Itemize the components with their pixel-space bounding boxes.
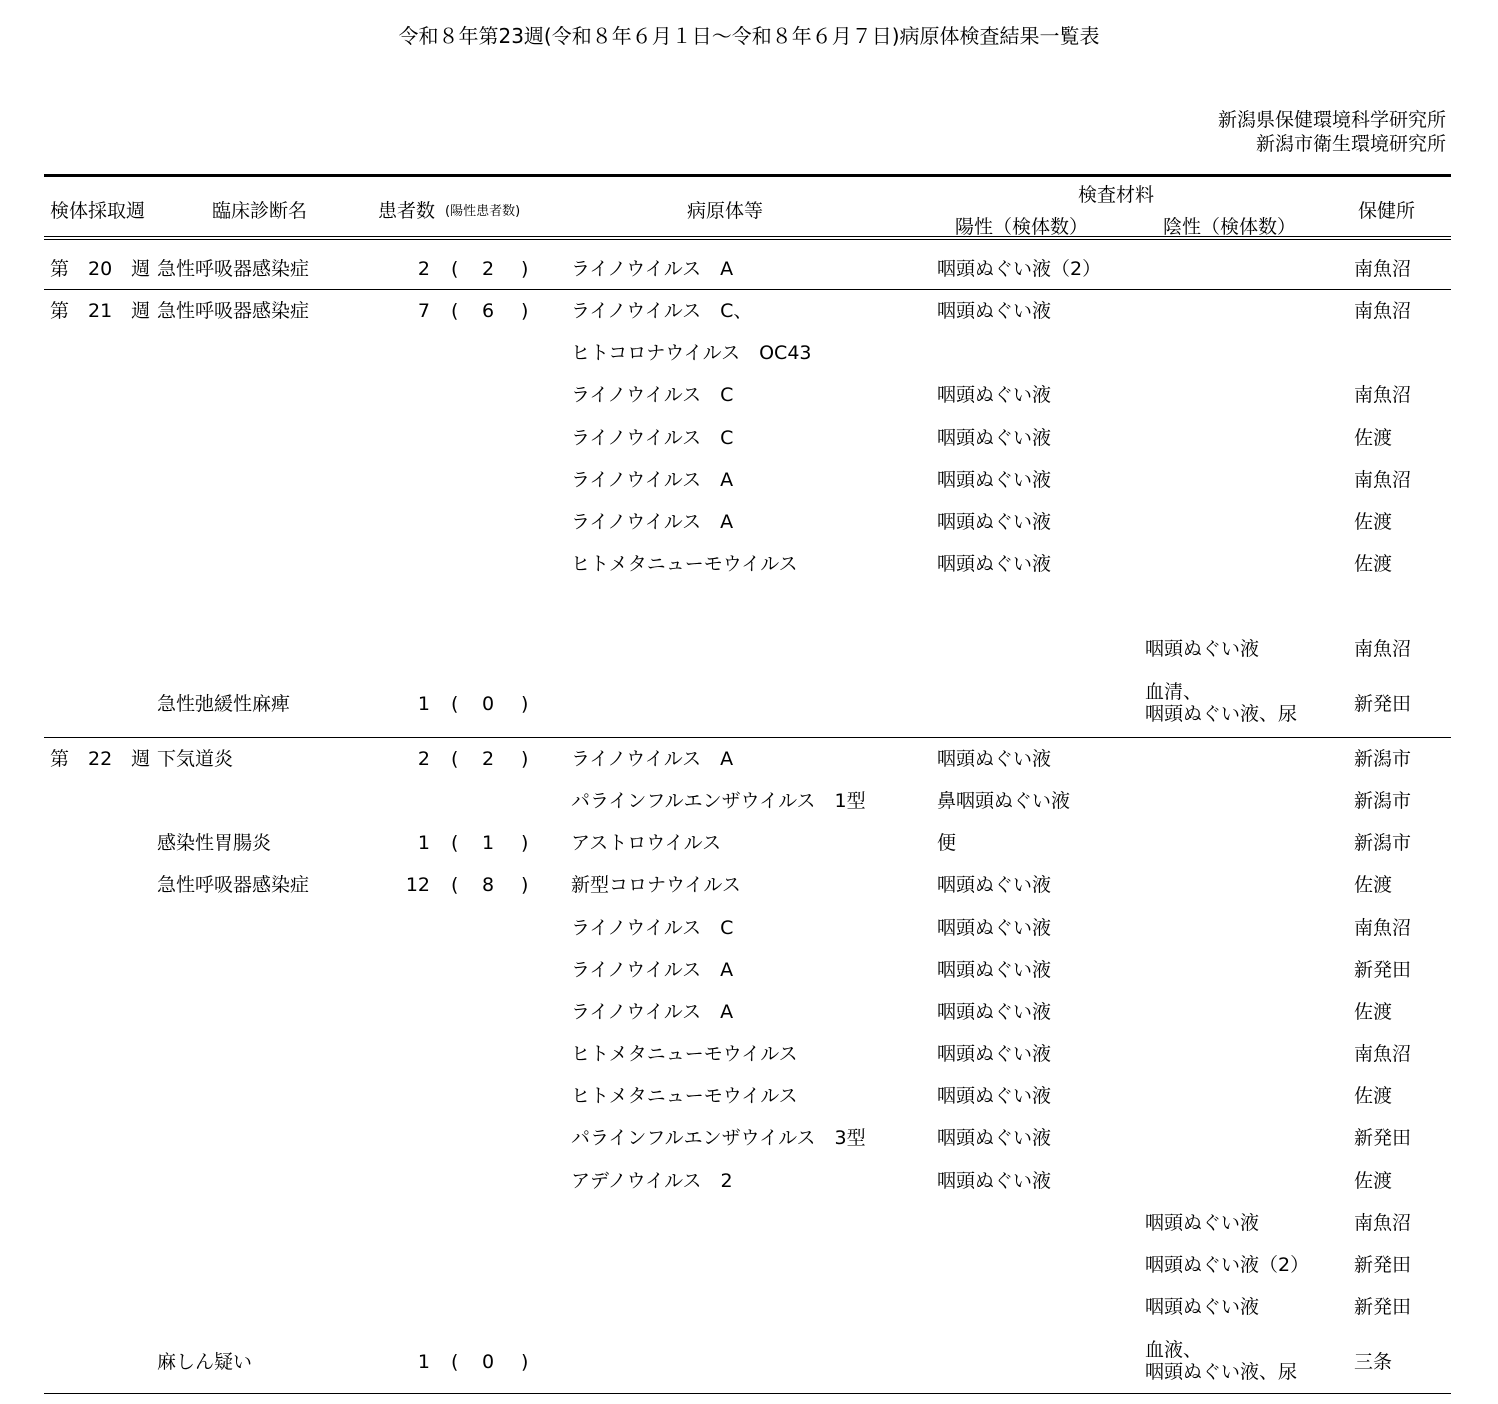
pathogen-cell: ライノウイルス C [571,427,734,449]
health-office-cell: 三条 [1354,1351,1393,1373]
positive-material-cell: 咽頭ぬぐい液 [937,748,1052,770]
health-office-cell: 佐渡 [1354,511,1393,533]
pathogen-cell: ライノウイルス A [571,469,734,491]
positive-count-cell: 2 [481,258,495,280]
pathogen-cell: アストロウイルス [571,832,722,854]
paren-open: ( [451,258,459,280]
patient-count-cell: 2 [417,748,430,770]
positive-material-cell: 咽頭ぬぐい液 [937,1043,1052,1065]
health-office-cell: 佐渡 [1354,1170,1393,1192]
diagnosis-cell: 急性呼吸器感染症 [157,874,310,896]
diagnosis-cell: 麻しん疑い [157,1351,253,1373]
paren-close: ) [521,258,529,280]
pathogen-cell: ライノウイルス A [571,748,734,770]
positive-material-cell: 咽頭ぬぐい液 [937,469,1052,491]
header-positive: 陽性（検体数） [955,216,1089,238]
patient-count-cell: 12 [405,874,430,896]
paren-close: ) [521,300,529,322]
paren-open: ( [451,1351,459,1373]
pathogen-cell: パラインフルエンザウイルス 3型 [571,1127,866,1149]
health-office-cell: 南魚沼 [1354,917,1412,939]
week-cell: 第 21 週 [50,300,151,322]
positive-count-cell: 0 [481,693,495,715]
health-office-cell: 新潟市 [1354,748,1412,770]
health-office-cell: 南魚沼 [1354,638,1412,660]
positive-material-cell: 咽頭ぬぐい液 [937,1001,1052,1023]
positive-material-cell: 便 [937,832,957,854]
header-pathogen: 病原体等 [687,200,764,222]
positive-count-cell: 2 [481,748,495,770]
positive-count-cell: 6 [481,300,495,322]
negative-material-cell: 血清、 咽頭ぬぐい液、尿 [1145,681,1298,725]
header-patients-note: (陽性患者数) [445,204,521,219]
pathogen-cell: ヒトコロナウイルス OC43 [571,342,812,364]
positive-material-cell: 咽頭ぬぐい液 [937,384,1052,406]
positive-material-cell: 咽頭ぬぐい液 [937,427,1052,449]
positive-count-cell: 8 [481,874,495,896]
positive-material-cell: 咽頭ぬぐい液 [937,917,1052,939]
pathogen-cell: ヒトメタニューモウイルス [571,1043,798,1065]
paren-open: ( [451,300,459,322]
pathogen-cell: ライノウイルス A [571,1001,734,1023]
negative-material-cell: 咽頭ぬぐい液（2） [1145,1254,1310,1276]
header-diagnosis: 臨床診断名 [212,200,308,222]
health-office-cell: 佐渡 [1354,1085,1393,1107]
patient-count-cell: 7 [417,300,430,322]
positive-material-cell: 咽頭ぬぐい液 [937,300,1052,322]
paren-close: ) [521,748,529,770]
week-cell: 第 22 週 [50,748,151,770]
negative-material-cell: 咽頭ぬぐい液 [1145,1212,1260,1234]
negative-material-cell: 血液、 咽頭ぬぐい液、尿 [1145,1339,1298,1383]
pathogen-cell: 新型コロナウイルス [571,874,741,896]
week-cell: 第 20 週 [50,258,151,280]
health-office-cell: 佐渡 [1354,1001,1393,1023]
org-name-2: 新潟市衛生環境研究所 [1255,133,1446,155]
header-office: 保健所 [1358,200,1416,222]
pathogen-cell: アデノウイルス 2 [571,1170,733,1192]
diagnosis-cell: 感染性胃腸炎 [157,832,272,854]
positive-material-cell: 咽頭ぬぐい液 [937,959,1052,981]
health-office-cell: 新発田 [1354,959,1412,981]
health-office-cell: 南魚沼 [1354,1043,1412,1065]
diagnosis-cell: 急性呼吸器感染症 [157,300,310,322]
positive-material-cell: 咽頭ぬぐい液 [937,553,1052,575]
page-title: 令和８年第23週(令和８年６月１日～令和８年６月７日)病原体検査結果一覧表 [398,24,1100,48]
diagnosis-cell: 急性弛緩性麻痺 [157,693,291,715]
pathogen-cell: ヒトメタニューモウイルス [571,1085,798,1107]
paren-close: ) [521,874,529,896]
health-office-cell: 佐渡 [1354,874,1393,896]
patient-count-cell: 1 [417,832,430,854]
paren-open: ( [451,693,459,715]
health-office-cell: 南魚沼 [1354,300,1412,322]
positive-material-cell: 咽頭ぬぐい液 [937,511,1052,533]
positive-material-cell: 咽頭ぬぐい液 [937,1170,1052,1192]
patient-count-cell: 1 [417,693,430,715]
paren-open: ( [451,874,459,896]
pathogen-cell: ヒトメタニューモウイルス [571,553,798,575]
positive-material-cell: 咽頭ぬぐい液 [937,1085,1052,1107]
paren-open: ( [451,832,459,854]
paren-close: ) [521,832,529,854]
health-office-cell: 新発田 [1354,1254,1412,1276]
patient-count-cell: 2 [417,258,430,280]
health-office-cell: 新発田 [1354,1127,1412,1149]
diagnosis-cell: 急性呼吸器感染症 [157,258,310,280]
negative-material-cell: 咽頭ぬぐい液 [1145,638,1260,660]
negative-material-cell: 咽頭ぬぐい液 [1145,1296,1260,1318]
header-week: 検体採取週 [50,200,146,222]
header-negative: 陰性（検体数） [1163,216,1297,238]
pathogen-cell: ライノウイルス A [571,511,734,533]
pathogen-cell: ライノウイルス A [571,959,734,981]
pathogen-cell: パラインフルエンザウイルス 1型 [571,790,866,812]
paren-close: ) [521,693,529,715]
health-office-cell: 佐渡 [1354,427,1393,449]
positive-material-cell: 鼻咽頭ぬぐい液 [937,790,1071,812]
pathogen-cell: ライノウイルス C [571,917,734,939]
header-patients: 患者数 [378,200,436,222]
health-office-cell: 新潟市 [1354,790,1412,812]
health-office-cell: 南魚沼 [1354,469,1412,491]
positive-count-cell: 0 [481,1351,495,1373]
positive-count-cell: 1 [481,832,495,854]
positive-material-cell: 咽頭ぬぐい液 [937,874,1052,896]
header-material: 検査材料 [1078,184,1155,206]
positive-material-cell: 咽頭ぬぐい液（2） [937,258,1102,280]
health-office-cell: 南魚沼 [1354,1212,1412,1234]
health-office-cell: 南魚沼 [1354,258,1412,280]
org-name-1: 新潟県保健環境科学研究所 [1217,109,1446,131]
positive-material-cell: 咽頭ぬぐい液 [937,1127,1052,1149]
patient-count-cell: 1 [417,1351,430,1373]
pathogen-cell: ライノウイルス C、 [571,300,753,322]
health-office-cell: 新潟市 [1354,832,1412,854]
paren-open: ( [451,748,459,770]
health-office-cell: 新発田 [1354,693,1412,715]
paren-close: ) [521,1351,529,1373]
pathogen-cell: ライノウイルス A [571,258,734,280]
health-office-cell: 南魚沼 [1354,384,1412,406]
health-office-cell: 新発田 [1354,1296,1412,1318]
diagnosis-cell: 下気道炎 [157,748,234,770]
health-office-cell: 佐渡 [1354,553,1393,575]
pathogen-cell: ライノウイルス C [571,384,734,406]
